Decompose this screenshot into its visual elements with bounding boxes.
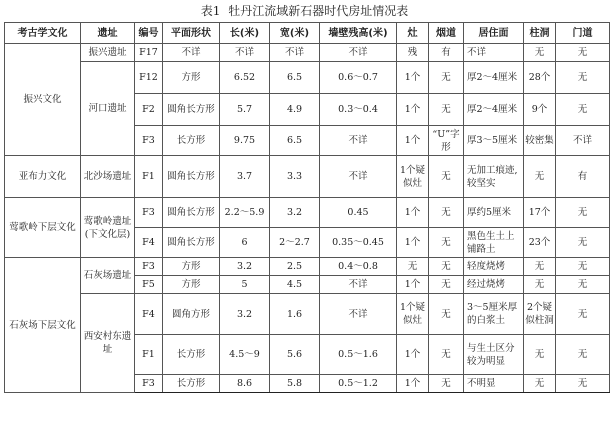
- cell-doorway: 无: [556, 258, 610, 276]
- header-length: 长(米): [220, 23, 270, 44]
- table-caption: [0, 0, 613, 22]
- header-flue: 烟道: [429, 23, 464, 44]
- cell-id: F3: [135, 258, 163, 276]
- cell-width: 2.5: [270, 258, 320, 276]
- header-width: 宽(米): [270, 23, 320, 44]
- caption-text: 牡丹江流域新石器时代房址情况表: [228, 4, 409, 18]
- cell-floor: 厚2～4厘米: [464, 94, 524, 126]
- cell-wall-height: 0.35～0.45: [320, 228, 397, 258]
- cell-id: F5: [135, 276, 163, 294]
- cell-flue: 无: [429, 198, 464, 228]
- cell-length: 9.75: [220, 126, 270, 156]
- header-stove: 灶: [397, 23, 429, 44]
- cell-post-hole: 无: [524, 335, 556, 375]
- table-row: [5, 294, 610, 335]
- cell-flue: 无: [429, 375, 464, 393]
- cell-site: 河口遗址: [81, 62, 135, 156]
- cell-id: F1: [135, 335, 163, 375]
- cell-post-hole: 较密集: [524, 126, 556, 156]
- cell-doorway: 无: [556, 94, 610, 126]
- header-site: 遗址: [81, 23, 135, 44]
- cell-doorway: 无: [556, 375, 610, 393]
- table-row: [5, 156, 610, 198]
- cell-stove: 1个: [397, 62, 429, 94]
- cell-stove: 1个: [397, 335, 429, 375]
- cell-shape: 长方形: [163, 375, 220, 393]
- cell-wall-height: 不详: [320, 44, 397, 62]
- cell-flue: 无: [429, 156, 464, 198]
- cell-shape: 方形: [163, 62, 220, 94]
- cell-id: F12: [135, 62, 163, 94]
- cell-culture: 莺歌岭下层文化: [5, 198, 81, 258]
- cell-post-hole: 2个疑似柱洞: [524, 294, 556, 335]
- cell-post-hole: 无: [524, 276, 556, 294]
- cell-floor: 不明显: [464, 375, 524, 393]
- cell-id: F4: [135, 294, 163, 335]
- cell-site: 石灰场遗址: [81, 258, 135, 294]
- cell-shape: 不详: [163, 44, 220, 62]
- cell-width: 5.6: [270, 335, 320, 375]
- cell-floor: 不详: [464, 44, 524, 62]
- cell-floor: 经过烧烤: [464, 276, 524, 294]
- cell-site: 西安村东遗址: [81, 294, 135, 393]
- cell-wall-height: 不详: [320, 294, 397, 335]
- cell-width: 4.9: [270, 94, 320, 126]
- cell-post-hole: 无: [524, 375, 556, 393]
- header-floor: 居住面: [464, 23, 524, 44]
- cell-shape: 长方形: [163, 335, 220, 375]
- cell-length: 5: [220, 276, 270, 294]
- cell-shape: 方形: [163, 258, 220, 276]
- cell-floor: 3～5厘米厚的白浆土: [464, 294, 524, 335]
- cell-width: 不详: [270, 44, 320, 62]
- cell-stove: 1个: [397, 126, 429, 156]
- header-row: [5, 23, 610, 44]
- cell-floor: 厚约5厘米: [464, 198, 524, 228]
- cell-stove: 1个: [397, 276, 429, 294]
- cell-site: 北沙场遗址: [81, 156, 135, 198]
- cell-floor: 黑色生土上铺路土: [464, 228, 524, 258]
- cell-stove: 1个: [397, 94, 429, 126]
- cell-wall-height: 0.5～1.2: [320, 375, 397, 393]
- cell-width: 4.5: [270, 276, 320, 294]
- cell-length: 6.52: [220, 62, 270, 94]
- cell-culture: 石灰场下层文化: [5, 258, 81, 393]
- cell-post-hole: 9个: [524, 94, 556, 126]
- cell-doorway: 无: [556, 44, 610, 62]
- cell-site: 莺歌岭遗址(下文化层): [81, 198, 135, 258]
- cell-doorway: 无: [556, 62, 610, 94]
- cell-flue: 无: [429, 258, 464, 276]
- cell-id: F3: [135, 126, 163, 156]
- cell-width: 1.6: [270, 294, 320, 335]
- cell-floor: 厚3～5厘米: [464, 126, 524, 156]
- cell-id: F1: [135, 156, 163, 198]
- cell-floor: 轻度烧烤: [464, 258, 524, 276]
- cell-wall-height: 0.45: [320, 198, 397, 228]
- header-id: 编号: [135, 23, 163, 44]
- cell-wall-height: 0.6～0.7: [320, 62, 397, 94]
- cell-post-hole: 17个: [524, 198, 556, 228]
- cell-flue: 无: [429, 335, 464, 375]
- cell-width: 5.8: [270, 375, 320, 393]
- cell-length: 6: [220, 228, 270, 258]
- cell-stove: 1个: [397, 228, 429, 258]
- cell-shape: 方形: [163, 276, 220, 294]
- cell-culture: 振兴文化: [5, 44, 81, 156]
- caption-label: 表1: [200, 4, 221, 18]
- cell-shape: 圆角方形: [163, 294, 220, 335]
- cell-post-hole: 无: [524, 258, 556, 276]
- cell-doorway: 无: [556, 198, 610, 228]
- house-sites-table: [4, 22, 610, 393]
- cell-shape: 圆角长方形: [163, 228, 220, 258]
- cell-culture: 亚布力文化: [5, 156, 81, 198]
- cell-id: F17: [135, 44, 163, 62]
- header-wall-height: 墙壁残高(米): [320, 23, 397, 44]
- cell-stove: 残: [397, 44, 429, 62]
- cell-stove: 1个疑似灶: [397, 156, 429, 198]
- cell-post-hole: 无: [524, 156, 556, 198]
- cell-flue: 无: [429, 94, 464, 126]
- cell-shape: 圆角长方形: [163, 198, 220, 228]
- cell-post-hole: 无: [524, 44, 556, 62]
- cell-id: F3: [135, 198, 163, 228]
- cell-wall-height: 不详: [320, 126, 397, 156]
- cell-flue: 无: [429, 276, 464, 294]
- cell-length: 不详: [220, 44, 270, 62]
- header-doorway: 门道: [556, 23, 610, 44]
- cell-length: 3.2: [220, 294, 270, 335]
- cell-doorway: 有: [556, 156, 610, 198]
- header-culture: 考古学文化: [5, 23, 81, 44]
- cell-doorway: 无: [556, 228, 610, 258]
- cell-length: 8.6: [220, 375, 270, 393]
- cell-wall-height: 不详: [320, 156, 397, 198]
- cell-flue: “U”字形: [429, 126, 464, 156]
- cell-width: 6.5: [270, 126, 320, 156]
- table-row: [5, 198, 610, 228]
- cell-post-hole: 28个: [524, 62, 556, 94]
- cell-id: F2: [135, 94, 163, 126]
- cell-width: 2～2.7: [270, 228, 320, 258]
- cell-flue: 无: [429, 294, 464, 335]
- cell-length: 3.7: [220, 156, 270, 198]
- cell-doorway: 无: [556, 276, 610, 294]
- cell-length: 4.5～9: [220, 335, 270, 375]
- cell-wall-height: 不详: [320, 276, 397, 294]
- cell-flue: 无: [429, 228, 464, 258]
- table-body: [5, 44, 610, 393]
- cell-stove: 无: [397, 258, 429, 276]
- cell-wall-height: 0.4～0.8: [320, 258, 397, 276]
- cell-doorway: 无: [556, 294, 610, 335]
- cell-width: 3.3: [270, 156, 320, 198]
- header-post-hole: 柱洞: [524, 23, 556, 44]
- cell-length: 2.2～5.9: [220, 198, 270, 228]
- cell-floor: 与生土区分较为明显: [464, 335, 524, 375]
- table-row: [5, 258, 610, 276]
- cell-floor: 无加工痕迹,较坚实: [464, 156, 524, 198]
- cell-wall-height: 0.3～0.4: [320, 94, 397, 126]
- cell-stove: 1个: [397, 375, 429, 393]
- cell-floor: 厚2～4厘米: [464, 62, 524, 94]
- cell-length: 5.7: [220, 94, 270, 126]
- cell-shape: 长方形: [163, 126, 220, 156]
- cell-id: F4: [135, 228, 163, 258]
- cell-id: F3: [135, 375, 163, 393]
- cell-doorway: 不详: [556, 126, 610, 156]
- cell-stove: 1个: [397, 198, 429, 228]
- cell-wall-height: 0.5～1.6: [320, 335, 397, 375]
- cell-post-hole: 23个: [524, 228, 556, 258]
- cell-flue: 无: [429, 62, 464, 94]
- cell-length: 3.2: [220, 258, 270, 276]
- table-row: [5, 62, 610, 94]
- header-shape: 平面形状: [163, 23, 220, 44]
- cell-flue: 有: [429, 44, 464, 62]
- cell-stove: 1个疑似灶: [397, 294, 429, 335]
- cell-doorway: 无: [556, 335, 610, 375]
- cell-width: 6.5: [270, 62, 320, 94]
- table-row: [5, 44, 610, 62]
- cell-shape: 圆角长方形: [163, 156, 220, 198]
- cell-width: 3.2: [270, 198, 320, 228]
- cell-shape: 圆角长方形: [163, 94, 220, 126]
- cell-site: 振兴遗址: [81, 44, 135, 62]
